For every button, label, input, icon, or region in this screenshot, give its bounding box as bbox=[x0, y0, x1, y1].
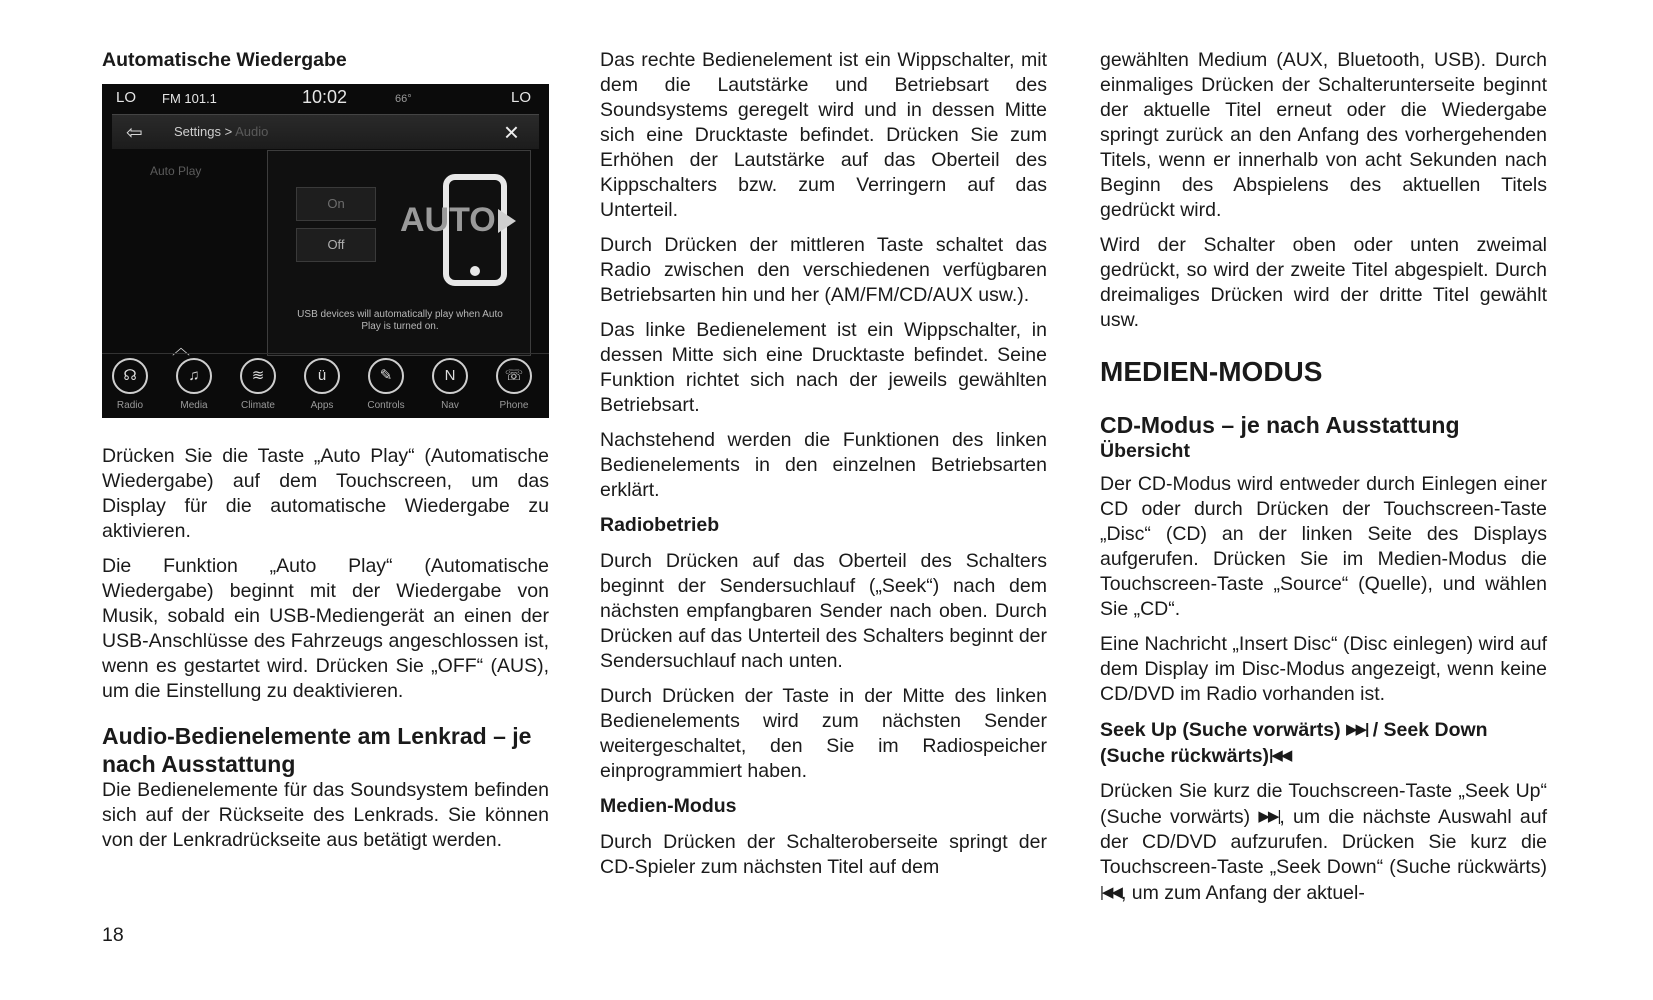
auto-play-popup bbox=[267, 150, 531, 356]
heading-radiobetrieb: Radiobetrieb bbox=[600, 514, 720, 536]
paragraph: Der CD-Modus wird entweder durch Einlegen einer CD oder durch Drücken der Touchscreen-Taste „Disc“ (CD) an der linken Seite des Displays aufgerufen. Drücken Sie im Medien-Modus die Touchscreen-Taste „Source“ (Quelle), und wählen Sie „CD“. bbox=[1100, 473, 1547, 620]
close-icon: × bbox=[503, 117, 519, 147]
seek-back-icon: |◀◀ bbox=[1269, 747, 1291, 764]
heading-medien-modus-main: MEDIEN-MODUS bbox=[1100, 356, 1323, 387]
column-3 bbox=[1100, 48, 1547, 916]
chevron-up-icon: ︿ bbox=[172, 338, 190, 358]
auto-play-phone-icon bbox=[398, 173, 518, 291]
radio-icon: ☊ bbox=[112, 358, 148, 394]
settings-navbar bbox=[112, 114, 539, 149]
column-1 bbox=[102, 48, 549, 863]
paragraph: Eine Nachricht „Insert Disc“ (Disc einlegen) wird auf dem Display im Disc-Modus angezeigt, wenn keine CD/DVD im Radio vorhanden ist. bbox=[1100, 633, 1547, 705]
heading-automatische-wiedergabe: Automatische Wiedergabe bbox=[102, 49, 347, 71]
status-outside-temp: 66° bbox=[395, 93, 412, 105]
dock-phone: ☏ Phone bbox=[486, 358, 542, 411]
option-on: On bbox=[296, 187, 376, 221]
dock-climate: ≋ Climate bbox=[230, 358, 286, 411]
auto-play-note: USB devices will automatically play when Auto Play is turned on. bbox=[297, 309, 503, 332]
seek-back-icon: |◀◀ bbox=[1100, 884, 1121, 901]
apps-icon: ü bbox=[304, 358, 340, 394]
heading-cd-modus: CD-Modus – je nach Ausstattung bbox=[1100, 412, 1460, 438]
status-bar bbox=[102, 84, 549, 112]
infotainment-screenshot bbox=[102, 84, 549, 418]
paragraph: Durch Drücken der Taste in der Mitte des linken Bedienelements wird zum nächsten Sender weitergeschaltet, den Sie im Radiospeicher einprogrammiert haben. bbox=[600, 685, 1047, 782]
seek-forward-icon: ▶▶| bbox=[1258, 808, 1280, 825]
status-left-temp: LO bbox=[116, 89, 137, 106]
auto-graphic-text: AUTO bbox=[400, 201, 496, 239]
paragraph: Das rechte Bedienelement ist ein Wippschalter, mit dem die Lautstärke und Betriebsart des Soundsystems geregelt wird und in dessen Mitte sich eine Drucktaste befindet. Drücken Sie zum Erhöhen der Lautstärke auf das Oberteil des Kippschalters bzw. zum Verringern auf das Unterteil. bbox=[600, 49, 1047, 221]
wrench-icon: ✎ bbox=[368, 358, 404, 394]
status-time: 10:02 bbox=[302, 87, 348, 107]
status-station: FM 101.1 bbox=[162, 91, 217, 106]
status-right-temp: LO bbox=[510, 89, 531, 106]
breadcrumb: Settings > Audio bbox=[174, 124, 269, 139]
bottom-dock bbox=[102, 353, 549, 418]
column-2 bbox=[600, 48, 1047, 890]
paragraph: Drücken Sie kurz die Touchscreen-Taste „Seek Up“ (Suche vorwärts) ▶▶|, um die nächste Auswahl auf der CD/DVD aufzurufen. Drücken Sie kurz die Touchscreen-Taste „Seek Down“ (Suche rückwärts) |◀◀, um zum Anfang der aktuel- bbox=[1100, 780, 1547, 904]
heading-seek: Seek Up (Suche vorwärts) ▶▶| / Seek Down (Suche rückwärts)|◀◀ bbox=[1100, 719, 1488, 767]
paragraph: gewählten Medium (AUX, Bluetooth, USB). Durch einmaliges Drücken der Schalterunterseite beginnt der aktuelle Titel erneut oder die Wiedergabe springt zurück an den Anfang des vorhergehenden Titels, wenn er innerhalb von acht Sekunden nach Beginn des Abspielens des aktuellen Titels gedrückt wird. bbox=[1100, 49, 1547, 221]
paragraph: Die Funktion „Auto Play“ (Automatische Wiedergabe) beginnt mit der Wiedergabe von Musik, sobald ein USB-Mediengerät an einen der USB-Anschlüsse des Fahrzeugs angeschlossen ist, wenn es gestartet wird. Drücken Sie „OFF“ (AUS), um die Einstellung zu deaktivieren. bbox=[102, 555, 549, 702]
paragraph: Durch Drücken der mittleren Taste schaltet das Radio zwischen den verschiedenen verfügbaren Betriebsarten hin und her (AM/FM/CD/AUX usw.). bbox=[600, 234, 1047, 306]
dock-radio: ☊ Radio bbox=[102, 358, 158, 411]
heading-medien-modus: Medien-Modus bbox=[600, 795, 737, 817]
phone-icon: ☏ bbox=[496, 358, 532, 394]
paragraph: Das linke Bedienelement ist ein Wippschalter, in dessen Mitte sich eine Drucktaste befindet. Seine Funktion richtet sich nach der jeweils gewählten Betriebsart. bbox=[600, 319, 1047, 416]
option-off: Off bbox=[296, 228, 376, 262]
dock-media: ♫ Media bbox=[166, 358, 222, 411]
climate-icon: ≋ bbox=[240, 358, 276, 394]
music-note-icon: ♫ bbox=[176, 358, 212, 394]
back-arrow-icon: ⇦ bbox=[126, 122, 143, 144]
paragraph: Durch Drücken der Schalteroberseite springt der CD-Spieler zum nächsten Titel auf dem bbox=[600, 831, 1047, 878]
paragraph: Nachstehend werden die Funktionen des linken Bedienelements in den einzelnen Betriebsarten erklärt. bbox=[600, 429, 1047, 501]
heading-audio-bedienelemente: Audio-Bedienelemente am Lenkrad – je nach Ausstattung bbox=[102, 723, 532, 777]
auto-play-label: Auto Play bbox=[150, 164, 202, 178]
paragraph: Drücken Sie die Taste „Auto Play“ (Automatische Wiedergabe) auf dem Touchscreen, um das Display für die automatische Wiedergabe zu aktivieren. bbox=[102, 445, 549, 542]
paragraph: Durch Drücken auf das Oberteil des Schalters beginnt der Sendersuchlauf („Seek“) nach dem nächsten empfangbaren Sender nach oben. Durch Drücken auf das Unterteil des Schalters beginnt der Sendersuchlauf nach unten. bbox=[600, 550, 1047, 672]
dock-nav: N Nav bbox=[422, 358, 478, 411]
dock-apps: ü Apps bbox=[294, 358, 350, 411]
page-number: 18 bbox=[102, 924, 124, 946]
seek-forward-icon: ▶▶| bbox=[1346, 721, 1368, 738]
paragraph: Wird der Schalter oben oder unten zweimal gedrückt, so wird der zweite Titel abgespielt. Durch dreimaliges Drücken wird der dritte Titel gewählt usw. bbox=[1100, 234, 1547, 331]
compass-icon: N bbox=[432, 358, 468, 394]
dock-controls: ✎ Controls bbox=[358, 358, 414, 411]
paragraph: Die Bedienelemente für das Soundsystem befinden sich auf der Rückseite des Lenkrads. Sie können von der Lenkradrückseite aus betätigt werden. bbox=[102, 779, 549, 851]
heading-uebersicht: Übersicht bbox=[1100, 440, 1190, 462]
